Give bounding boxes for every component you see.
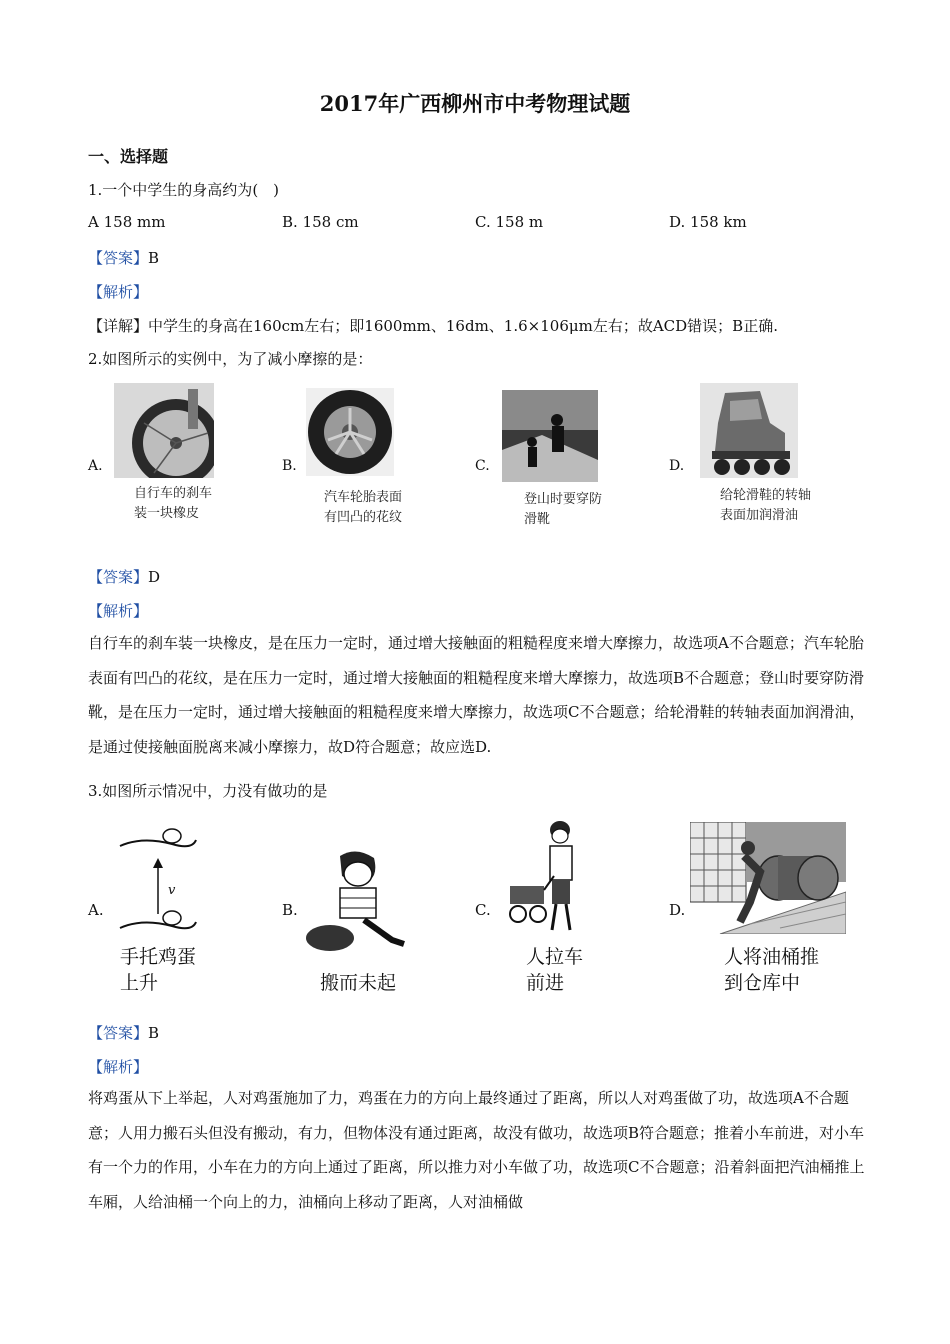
q2-fig-letter-c: C.: [475, 458, 490, 474]
q3-analysis-tag: [88, 1056, 868, 1077]
q3-fig-letter-b: B.: [282, 901, 298, 919]
q3-caption-d: [724, 944, 819, 996]
caption-line: 汽车轮胎表面: [324, 490, 403, 505]
q2-fig-letter-a: A.: [88, 458, 103, 474]
man-cart-image: [508, 818, 584, 936]
q2-caption-d: [720, 486, 811, 526]
q1-option-b: B. 158 cm: [282, 213, 359, 231]
boy-rock-image: [304, 848, 410, 958]
q3-fig-letter-c: C.: [475, 901, 491, 919]
answer-value: B: [148, 1024, 160, 1042]
analysis-tag: 【解析】: [88, 1058, 149, 1076]
q2-answer: [88, 566, 868, 587]
q3-figure-b: [304, 848, 410, 958]
q3-figure-a: [112, 824, 204, 944]
page-title: 2017年广西柳州市中考物理试题: [319, 91, 631, 116]
q3-figure-c: [508, 818, 584, 936]
q2-caption-c: [524, 490, 602, 530]
q3-figure-d: [690, 822, 846, 934]
q2-fig-letter-d: D.: [669, 458, 685, 474]
q3-answer: [88, 1022, 868, 1043]
q1-option-c: C. 158 m: [475, 213, 544, 231]
caption-line: 上升: [120, 972, 159, 994]
q1-analysis-tag: [88, 281, 868, 302]
q2-analysis-tag: [88, 600, 868, 621]
answer-value: B: [148, 249, 160, 267]
q3-fig-letter-a: A.: [88, 901, 104, 919]
caption-line: 装一块橡皮: [134, 506, 200, 521]
analysis-tag: 【解析】: [88, 283, 149, 301]
q1-stem: 1.一个中学生的身高约为( ): [88, 181, 280, 199]
q2-figure-d: [700, 383, 798, 478]
q1-detail: [88, 315, 868, 336]
detail-tag: 【详解】: [88, 317, 149, 335]
q3-fig-letter-d: D.: [669, 901, 686, 919]
answer-tag: 【答案】: [88, 249, 149, 267]
q3-caption-a: [120, 944, 196, 996]
bicycle-wheel-image: [114, 383, 214, 478]
caption-line: 到仓库中: [724, 972, 801, 994]
q2-analysis: 自行车的刹车装一块橡皮，是在压力一定时，通过增大接触面的粗糙程度来增大摩擦力，故选项A不合题意；汽车轮胎表面有凹凸的花纹，是在压力一定时，通过增大接触面的粗糙程度来增大摩擦力，故选项B不合题意；登山时要穿防滑靴，是在压力一定时，通过增大接触面的粗糙程度来增大摩擦力，故选项C不合题意；给轮滑鞋的转轴表面加润滑油，是通过使接触面脱离来减小摩擦力，故D符合题意；故应选D.: [88, 634, 865, 756]
q2-fig-letter-b: B.: [282, 458, 297, 474]
caption-line: 人将油桶推: [724, 946, 820, 968]
q3-caption-c: [526, 944, 583, 996]
car-tire-image: [306, 388, 394, 476]
caption-line: 手托鸡蛋: [120, 946, 197, 968]
caption-line: 自行车的刹车: [134, 486, 213, 501]
q2-stem: 2.如图所示的实例中，为了减小摩擦的是：: [88, 350, 373, 368]
answer-value: D: [148, 568, 161, 586]
caption-line: 给轮滑鞋的转轴: [720, 488, 812, 503]
detail-text: 中学生的身高在160cm左右；即1600mm、16dm、1.6×106μm左右；故ACD错误；B正确.: [148, 317, 778, 335]
q2-figure-b: [306, 388, 394, 476]
answer-tag: 【答案】: [88, 1024, 149, 1042]
q2-caption-a: [134, 484, 212, 524]
section-heading: 一、选择题: [88, 147, 169, 166]
velocity-label: v: [168, 883, 176, 898]
roller-skate-image: [700, 383, 798, 478]
caption-line: 搬而未起: [320, 972, 397, 994]
q3-caption-b: [320, 970, 396, 996]
caption-line: 有凹凸的花纹: [324, 510, 403, 525]
q1-option-d: D. 158 km: [669, 213, 747, 231]
caption-line: 登山时要穿防: [524, 492, 603, 507]
caption-line: 前进: [526, 972, 565, 994]
q2-figure-a: [114, 383, 214, 478]
q2-figure-c: [502, 390, 598, 482]
q1-answer: [88, 247, 868, 268]
analysis-tag: 【解析】: [88, 602, 149, 620]
q3-analysis: 将鸡蛋从下上举起，人对鸡蛋施加了力，鸡蛋在力的方向上最终通过了距离，所以人对鸡蛋做了功，故选项A不合题意；人用力搬石头但没有搬动，有力，但物体没有通过距离，故没有做功，故选项B符合题意；推着小车前进，对小车有一个力的作用，小车在力的方向上通过了距离，所以推力对小车做了功，故选项C不合题意；沿着斜面把汽油桶推上车厢，人给油桶一个向上的力，油桶向上移动了距离，人对油桶做: [88, 1089, 865, 1211]
caption-line: 表面加润滑油: [720, 508, 799, 523]
caption-line: 滑靴: [524, 512, 551, 527]
hand-egg-image: [112, 824, 204, 944]
q1-option-a: A 158 mm: [88, 213, 166, 231]
climbers-image: [502, 390, 598, 482]
q3-stem: 3.如图所示情况中，力没有做功的是: [88, 782, 328, 800]
oil-barrel-image: [690, 822, 846, 934]
caption-line: 人拉车: [526, 946, 584, 968]
q2-caption-b: [324, 488, 402, 528]
answer-tag: 【答案】: [88, 568, 149, 586]
